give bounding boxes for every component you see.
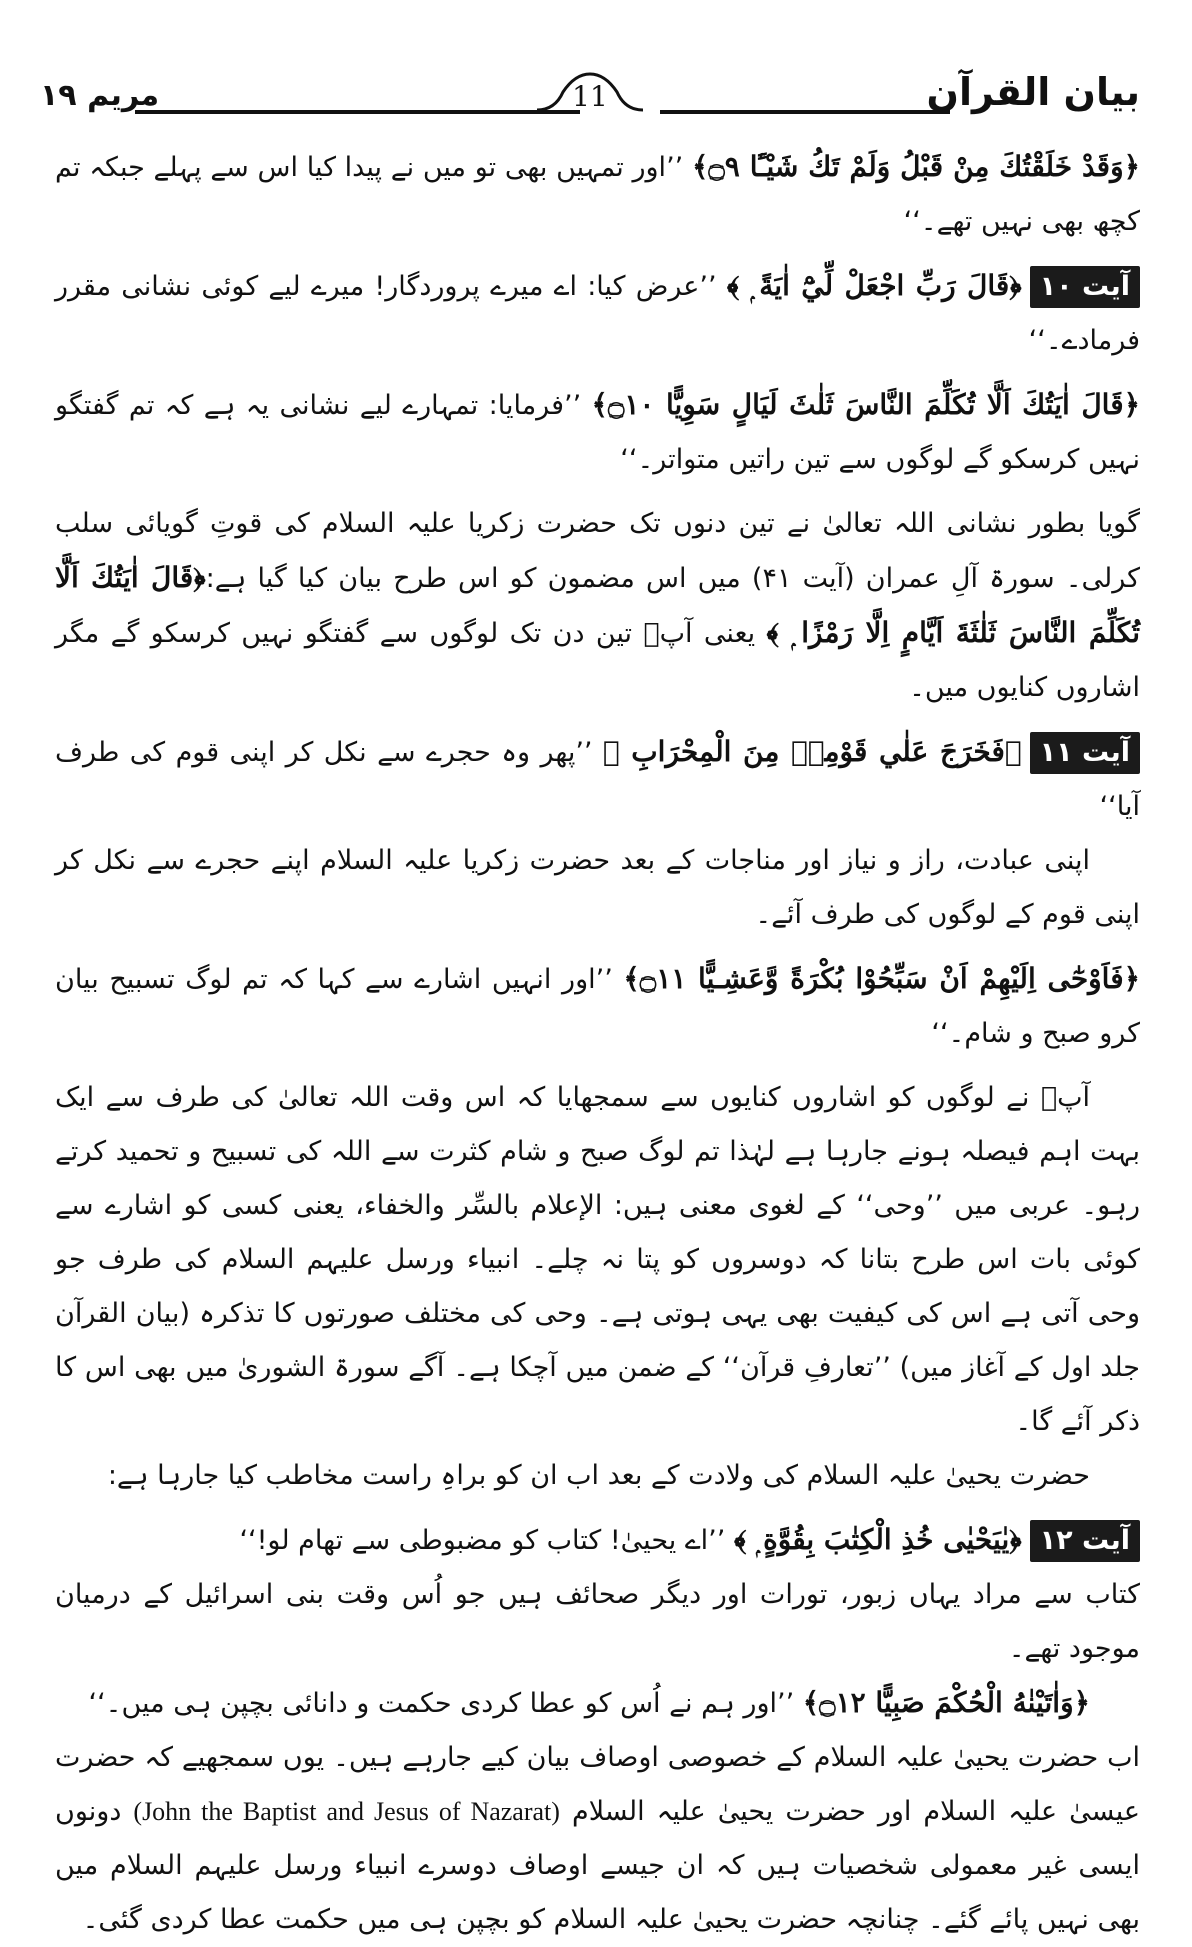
commentary-text: اب حضرت یحییٰ علیہ السلام کے خصوصی اوصاف بیان کیے جارہے ہیں۔ یوں سمجھیے کہ حضرت عیسیٰ علیہ السلام اور حضرت یحییٰ علیہ السلام [55,1742,1141,1827]
commentary-paragraph [55,497,1140,715]
verse-11-cont [55,952,1140,1061]
arabic-verse: ﴿يٰيَحْيٰى خُذِ الْكِتٰبَ بِقُوَّةٍ ۭ ﴾ [733,1523,1022,1556]
commentary-paragraph [55,834,1140,942]
commentary-text: آپؑ نے لوگوں کو اشاروں کنایوں سے سمجھایا کہ اس وقت اللہ تعالیٰ کی طرف سے ایک بہت اہم فیصلہ ہونے جارہا ہے لہٰذا تم لوگ صبح و شام کثرت سے اللہ کی تسبیح و تحمید کرتے رہو۔ عربی میں ’’وحی‘‘ کے لغوی معنی ہیں: الإعلام بالسِّر والخفاء، یعنی کسی کو اشارے سے کوئی بات اس طرح بتانا کہ دوسروں کو پتا نہ چلے۔ انبیاء ورسل علیہم السلام کی طرف جو وحی آتی ہے اس کی کیفیت بھی یہی ہوتی ہے۔ وحی کی مختلف صورتوں کا تذکرہ (بیان القرآن جلد اول کے آغاز میں) ’’تعارفِ قرآن‘‘ کے ضمن میں آچکا ہے۔ آگے سورۃ الشوریٰ میں بھی اس کا ذکر آئے گا۔ [55,1082,1140,1437]
arabic-verse: ﴿فَخَرَجَ عَلٰي قَوْمِهٖ مِنَ الْمِحْرَابِ ﴾ [602,735,1022,768]
verse-12 [55,1513,1140,1568]
page-header [40,68,1140,138]
commentary-paragraph [55,1071,1140,1449]
surah-name: مریم ۱۹ [40,78,160,113]
commentary-paragraph [55,1731,1140,1947]
translation-text: ’’پھر وہ حجرے سے نکل کر اپنی قوم کی طرف آیا‘‘ [55,737,1140,822]
verse-10 [55,259,1140,368]
arabic-verse: ﴿قَالَ رَبِّ اجْعَلْ لِّيْٓ اٰيَةً ۭ ﴾ [726,269,1022,302]
commentary-text: اپنی عبادت، راز و نیاز اور مناجات کے بعد حضرت زکریا علیہ السلام اپنے حجرے سے نکل کر اپنی قوم کے لوگوں کی طرف آئے۔ [55,845,1140,930]
ayah-label: آیت ۱۲ [1030,1520,1140,1562]
translation-text: ’’عرض کیا: اے میرے پروردگار! میرے لیے کوئی نشانی مقرر فرمادے۔‘‘ [55,271,1140,356]
commentary-text: گویا بطور نشانی اللہ تعالیٰ نے تین دنوں تک حضرت زکریا علیہ السلام کی قوتِ گویائی سلب کرلی۔ سورۃ آلِ عمران (آیت ۴۱) میں اس مضمون کو اس طرح بیان کیا گیا ہے: [55,508,1141,594]
english-phrase: (John the Baptist and Jesus of Nazarat) [133,1797,560,1826]
commentary-text: یعنی آپؑ تین دن تک لوگوں سے گفتگو نہیں کرسکو گے مگر اشاروں کنایوں میں۔ [55,618,1140,703]
verse-11 [55,725,1140,834]
translation-text: ’’اور ہم نے اُس کو عطا کردی حکمت و دانائی بچپن ہی میں۔‘‘ [88,1688,803,1719]
book-title: بیان القرآن [926,70,1140,114]
verse-12-cont [55,1676,1140,1731]
arabic-verse: ﴿قَالَ اٰيَتُكَ اَلَّا تُكَلِّمَ النَّاسَ ثَلٰثَ لَيَالٍ سَوِيًّا ۝١٠﴾ [591,388,1141,421]
translation-text: ’’اور انہیں اشارے سے کہا کہ تم لوگ تسبیح بیان کرو صبح و شام۔‘‘ [55,964,1140,1049]
page-number: 11 [572,80,608,113]
translation-text: ’’فرمایا: تمہارے لیے نشانی یہ ہے کہ تم گفتگو نہیں کرسکو گے لوگوں سے تین راتیں متواتر۔‘‘ [55,390,1140,475]
page-body [55,140,1140,1947]
arabic-verse: ﴿وَاٰتَيْنٰهُ الْحُكْمَ صَبِيًّا ۝١٢﴾ [802,1686,1090,1719]
commentary-paragraph [55,1449,1140,1503]
translation-text: ’’اے یحییٰ! کتاب کو مضبوطی سے تھام لو!‘‘ [239,1525,734,1556]
translation-text: ’’اور تمہیں بھی تو میں نے پیدا کیا اس سے پہلے جبکہ تم کچھ بھی نہیں تھے۔‘‘ [55,152,1140,237]
page-number-cartouche [535,72,645,122]
commentary-text: کتاب سے مراد یہاں زبور، تورات اور دیگر صحائف ہیں جو اُس وقت بنی اسرائیل کے درمیان موجود تھے۔ [55,1579,1140,1664]
commentary-text: حضرت یحییٰ علیہ السلام کی ولادت کے بعد اب ان کو براہِ راست مخاطب کیا جارہا ہے: [107,1460,1090,1491]
ayah-label: آیت ۱۱ [1030,732,1140,774]
arabic-verse: ﴿فَاَوْحٰٓى اِلَيْهِمْ اَنْ سَبِّحُوْا بُكْرَةً وَّعَشِـيًّا ۝١١﴾ [623,962,1141,995]
verse-9 [55,140,1140,249]
arabic-verse: ﴿وَقَدْ خَلَقْتُكَ مِنْ قَبْلُ وَلَمْ تَكُ شَيْـًٔا ۝٩﴾ [691,150,1140,183]
arabic-quote: ﴿قَالَ اٰيَتُكَ اَلَّا تُكَلِّمَ النَّاسَ ثَلٰثَةَ اَيَّامٍ اِلَّا رَمْزًا ۭ ﴾ [55,561,1140,649]
header-rule-right [660,110,950,114]
verse-10-cont [55,378,1140,487]
ayah-label: آیت ۱۰ [1030,266,1140,308]
commentary-text: دونوں ایسی غیر معمولی شخصیات ہیں کہ ان جیسے اوصاف دوسرے انبیاء ورسل علیہم السلام میں بھی نہیں پائے گئے۔ چنانچہ حضرت یحییٰ علیہ السلام کو بچپن ہی میں حکمت عطا کردی گئی۔ [55,1796,1140,1935]
commentary-paragraph [55,1568,1140,1676]
header-rule-left [135,110,580,114]
